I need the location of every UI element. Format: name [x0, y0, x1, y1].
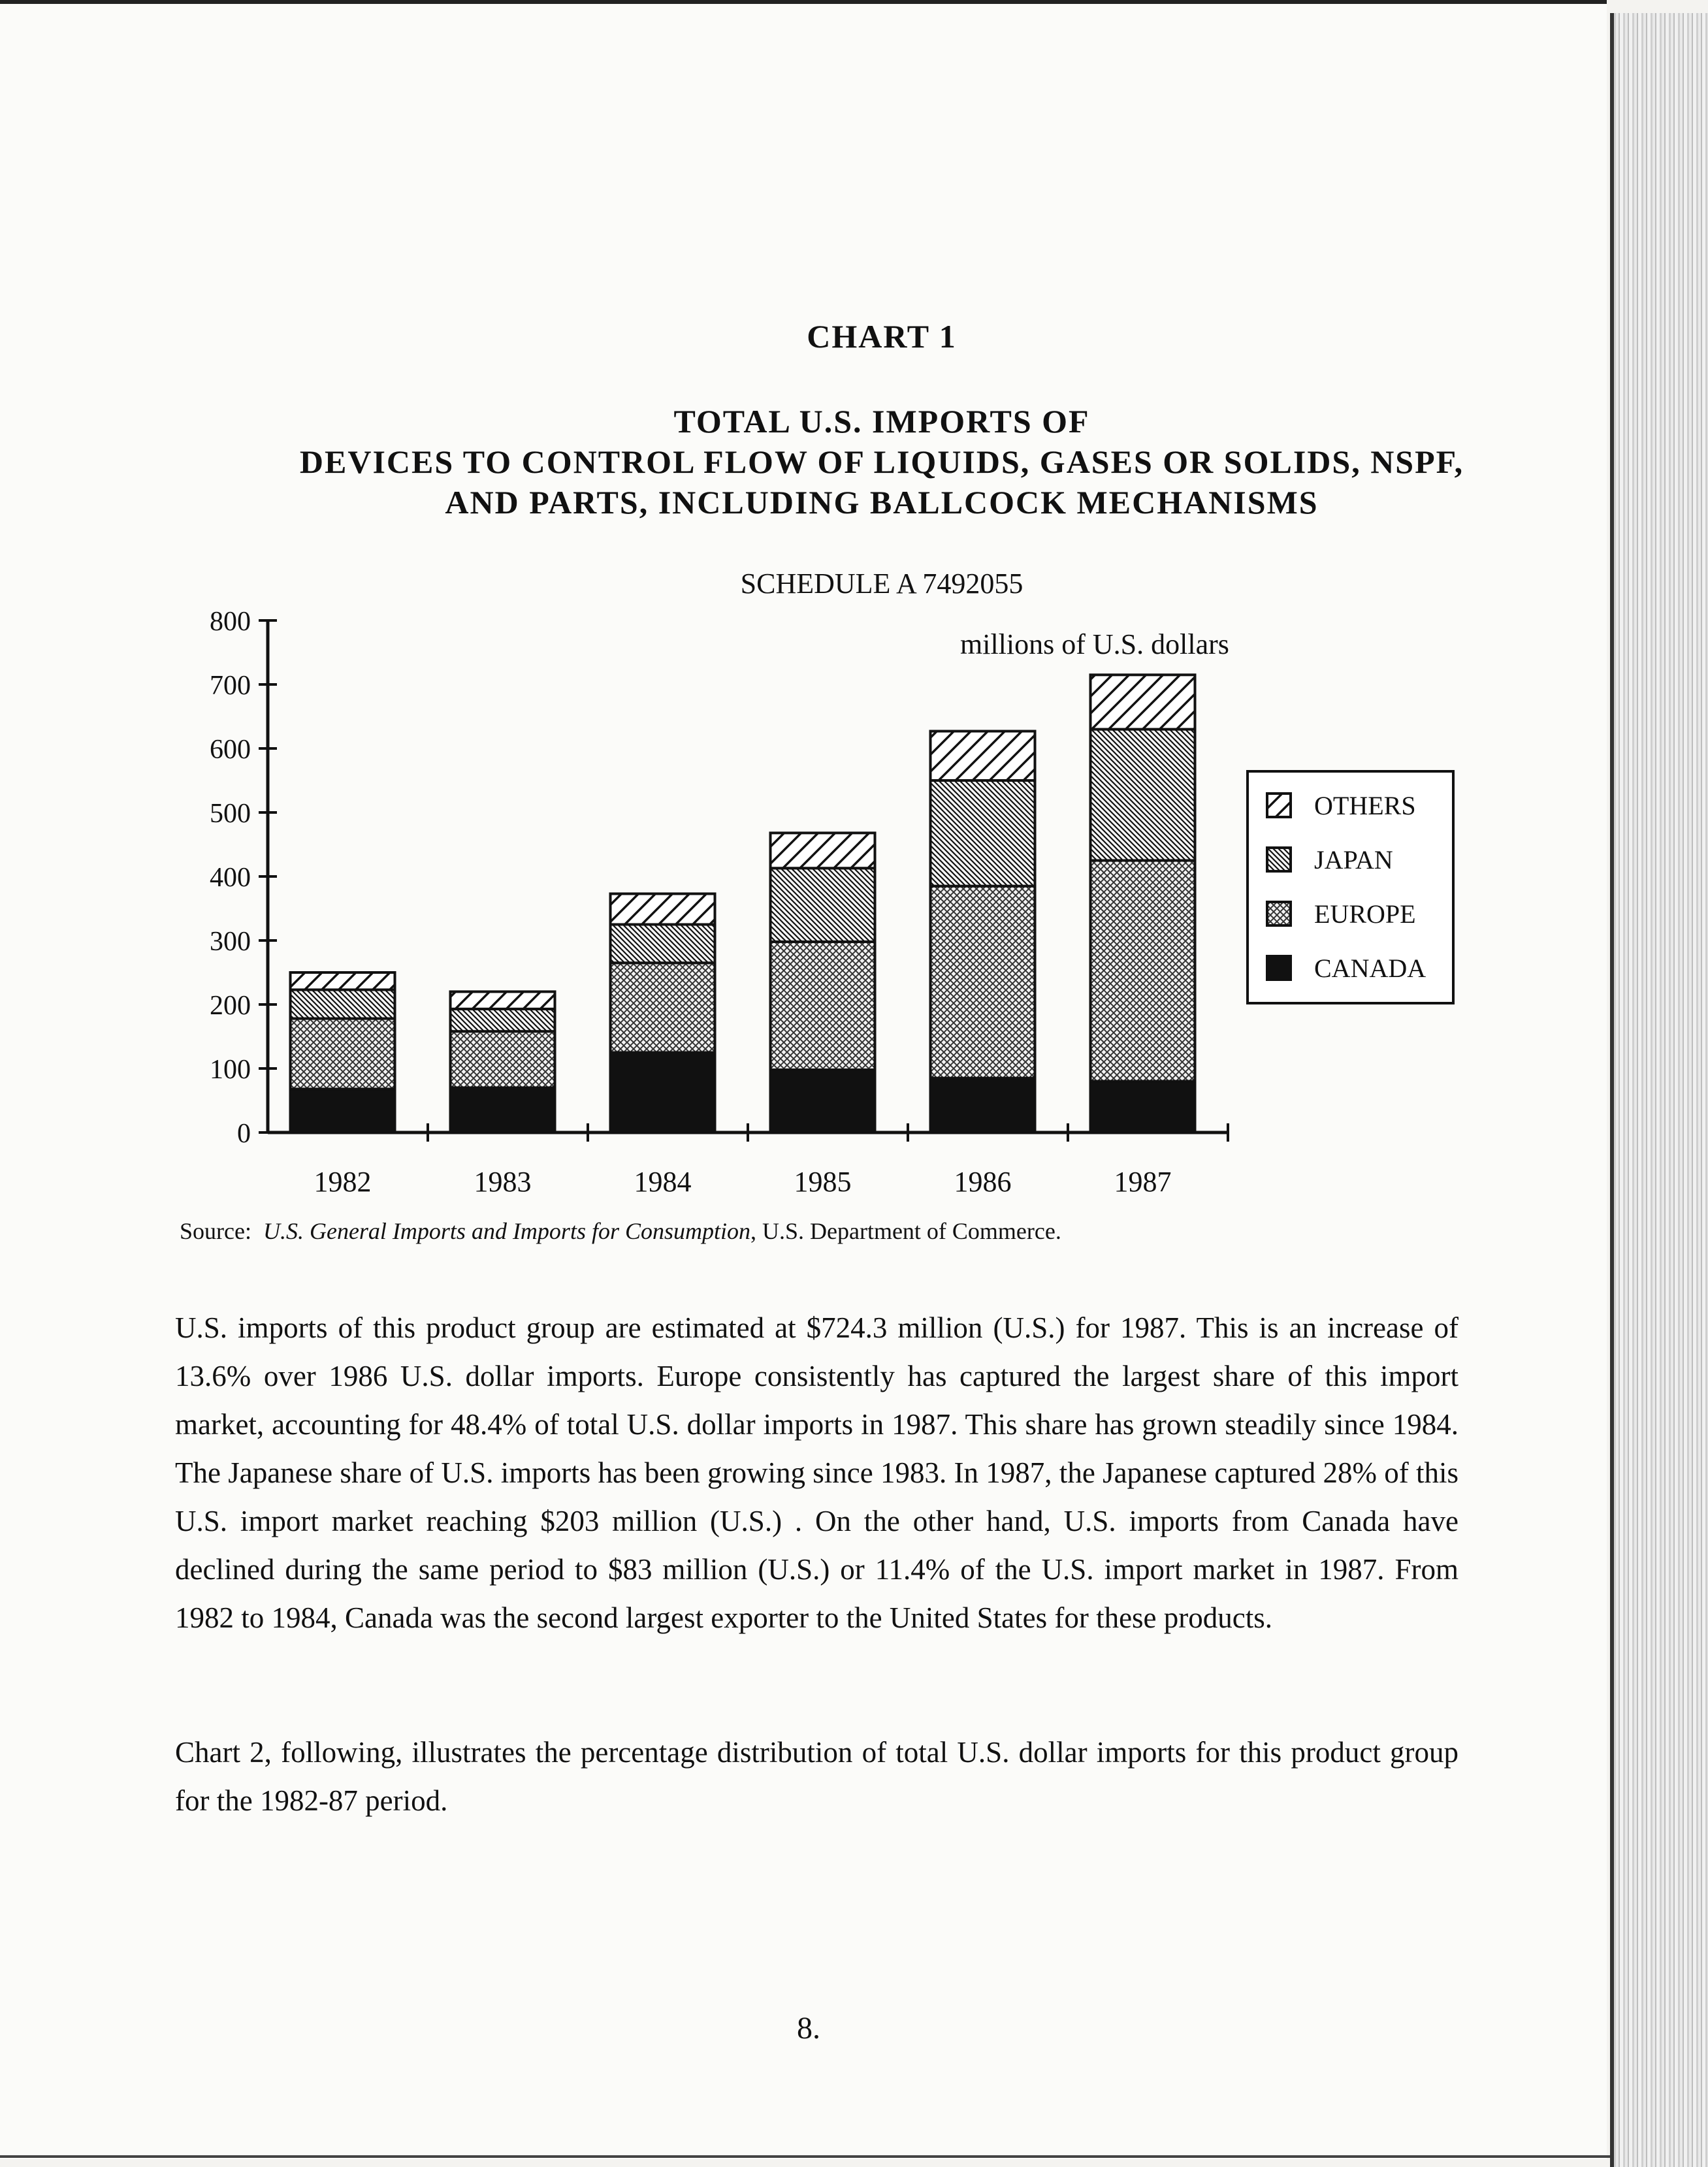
- chart-legend: [1248, 771, 1453, 1003]
- source-publication: U.S. General Imports and Imports for Consumption: [263, 1218, 750, 1244]
- chart-axes: [259, 620, 1228, 1142]
- y-tick-label-0: 0: [237, 1119, 251, 1149]
- bar-1986-others: [931, 731, 1035, 780]
- y-tick-label-200: 200: [210, 991, 251, 1021]
- legend-swatch-canada: [1267, 956, 1291, 980]
- chart-title-line-3: AND PARTS, INCLUDING BALLCOCK MECHANISMS: [445, 484, 1319, 521]
- bar-1985-canada: [771, 1070, 875, 1132]
- bar-1984-others: [611, 893, 715, 924]
- y-axis-labels: [210, 607, 251, 1149]
- legend-label-japan: JAPAN: [1314, 845, 1393, 875]
- bar-1987-others: [1091, 675, 1195, 729]
- source-citation: [180, 1217, 1061, 1245]
- bar-1987-japan: [1091, 730, 1195, 861]
- y-tick-label-300: 300: [210, 927, 251, 957]
- x-tick-label-1983: 1983: [474, 1166, 532, 1198]
- legend-swatch-japan: [1267, 848, 1291, 871]
- scanned-page-edge: [1610, 13, 1708, 2167]
- bar-1983-japan: [451, 1009, 555, 1031]
- y-tick-label-800: 800: [210, 607, 251, 637]
- legend-label-europe: EUROPE: [1314, 899, 1416, 929]
- body-paragraph-2: Chart 2, following, illustrates the percentage distribution of total U.S. dollar imports for this product group for the 1982-87 period.: [175, 1736, 1458, 1817]
- x-tick-label-1987: 1987: [1114, 1166, 1172, 1198]
- bar-1986-canada: [931, 1078, 1035, 1132]
- stacked-bar-chart: [0, 4, 1607, 1212]
- bar-1983-canada: [451, 1087, 555, 1132]
- x-tick-label-1985: 1985: [794, 1166, 852, 1198]
- chart-subtitle: SCHEDULE A 7492055: [740, 568, 1023, 600]
- y-tick-label-600: 600: [210, 735, 251, 765]
- bar-1982-others: [291, 972, 395, 989]
- x-tick-label-1986: 1986: [954, 1166, 1012, 1198]
- source-agency: , U.S. Department of Commerce.: [750, 1218, 1061, 1244]
- bar-1985-japan: [771, 868, 875, 942]
- bar-1984-europe: [611, 963, 715, 1052]
- y-tick-label-700: 700: [210, 671, 251, 701]
- bar-1983-europe: [451, 1031, 555, 1087]
- y-tick-label-100: 100: [210, 1055, 251, 1085]
- chart-heading: CHART 1: [807, 318, 957, 355]
- legend-swatch-others: [1267, 794, 1291, 817]
- bar-1987-europe: [1091, 861, 1195, 1082]
- legend-swatch-europe: [1267, 902, 1291, 925]
- legend-label-canada: CANADA: [1314, 954, 1426, 983]
- chart-title-line-1: TOTAL U.S. IMPORTS OF: [673, 403, 1090, 440]
- page-number: 8.: [797, 2011, 820, 2046]
- x-axis-labels: [314, 1166, 1172, 1198]
- y-tick-label-400: 400: [210, 863, 251, 893]
- bar-1984-canada: [611, 1053, 715, 1133]
- bar-1984-japan: [611, 925, 715, 963]
- chart-bars: [291, 675, 1195, 1132]
- chart-title-line-2: DEVICES TO CONTROL FLOW OF LIQUIDS, GASES OR SOLIDS, NSPF,: [299, 443, 1464, 480]
- page-bottom-edge: [0, 2155, 1610, 2158]
- bar-1982-canada: [291, 1089, 395, 1132]
- source-label: Source:: [180, 1218, 251, 1244]
- unit-label: millions of U.S. dollars: [960, 628, 1229, 660]
- bar-1986-japan: [931, 780, 1035, 886]
- bar-1987-canada: [1091, 1082, 1195, 1132]
- y-tick-label-500: 500: [210, 799, 251, 829]
- x-tick-label-1984: 1984: [634, 1166, 692, 1198]
- body-paragraph-1: U.S. imports of this product group are estimated at $724.3 million (U.S.) for 1987. This is an increase of 13.6% over 1986 U.S. dollar imports. Europe consistently has captured the largest share of this import market, accounting for 48.4% of total U.S. dollar imports in 1987. This share has grown steadily since 1984. The Japanese share of U.S. imports has been growing since 1983. In 1987, the Japanese captured 28% of this U.S. import market reaching $203 million (U.S.) . On the other hand, U.S. imports from Canada have declined during the same period to $83 million (U.S.) or 11.4% of the U.S. import market in 1987. From 1982 to 1984, Canada was the second largest exporter to the United States for these products.: [175, 1311, 1458, 1634]
- bar-1985-europe: [771, 942, 875, 1070]
- legend-label-others: OTHERS: [1314, 791, 1416, 820]
- bar-1983-others: [451, 991, 555, 1008]
- bar-1982-japan: [291, 989, 395, 1018]
- bar-1986-europe: [931, 886, 1035, 1078]
- x-tick-label-1982: 1982: [314, 1166, 372, 1198]
- bar-1982-europe: [291, 1019, 395, 1089]
- bar-1985-others: [771, 833, 875, 868]
